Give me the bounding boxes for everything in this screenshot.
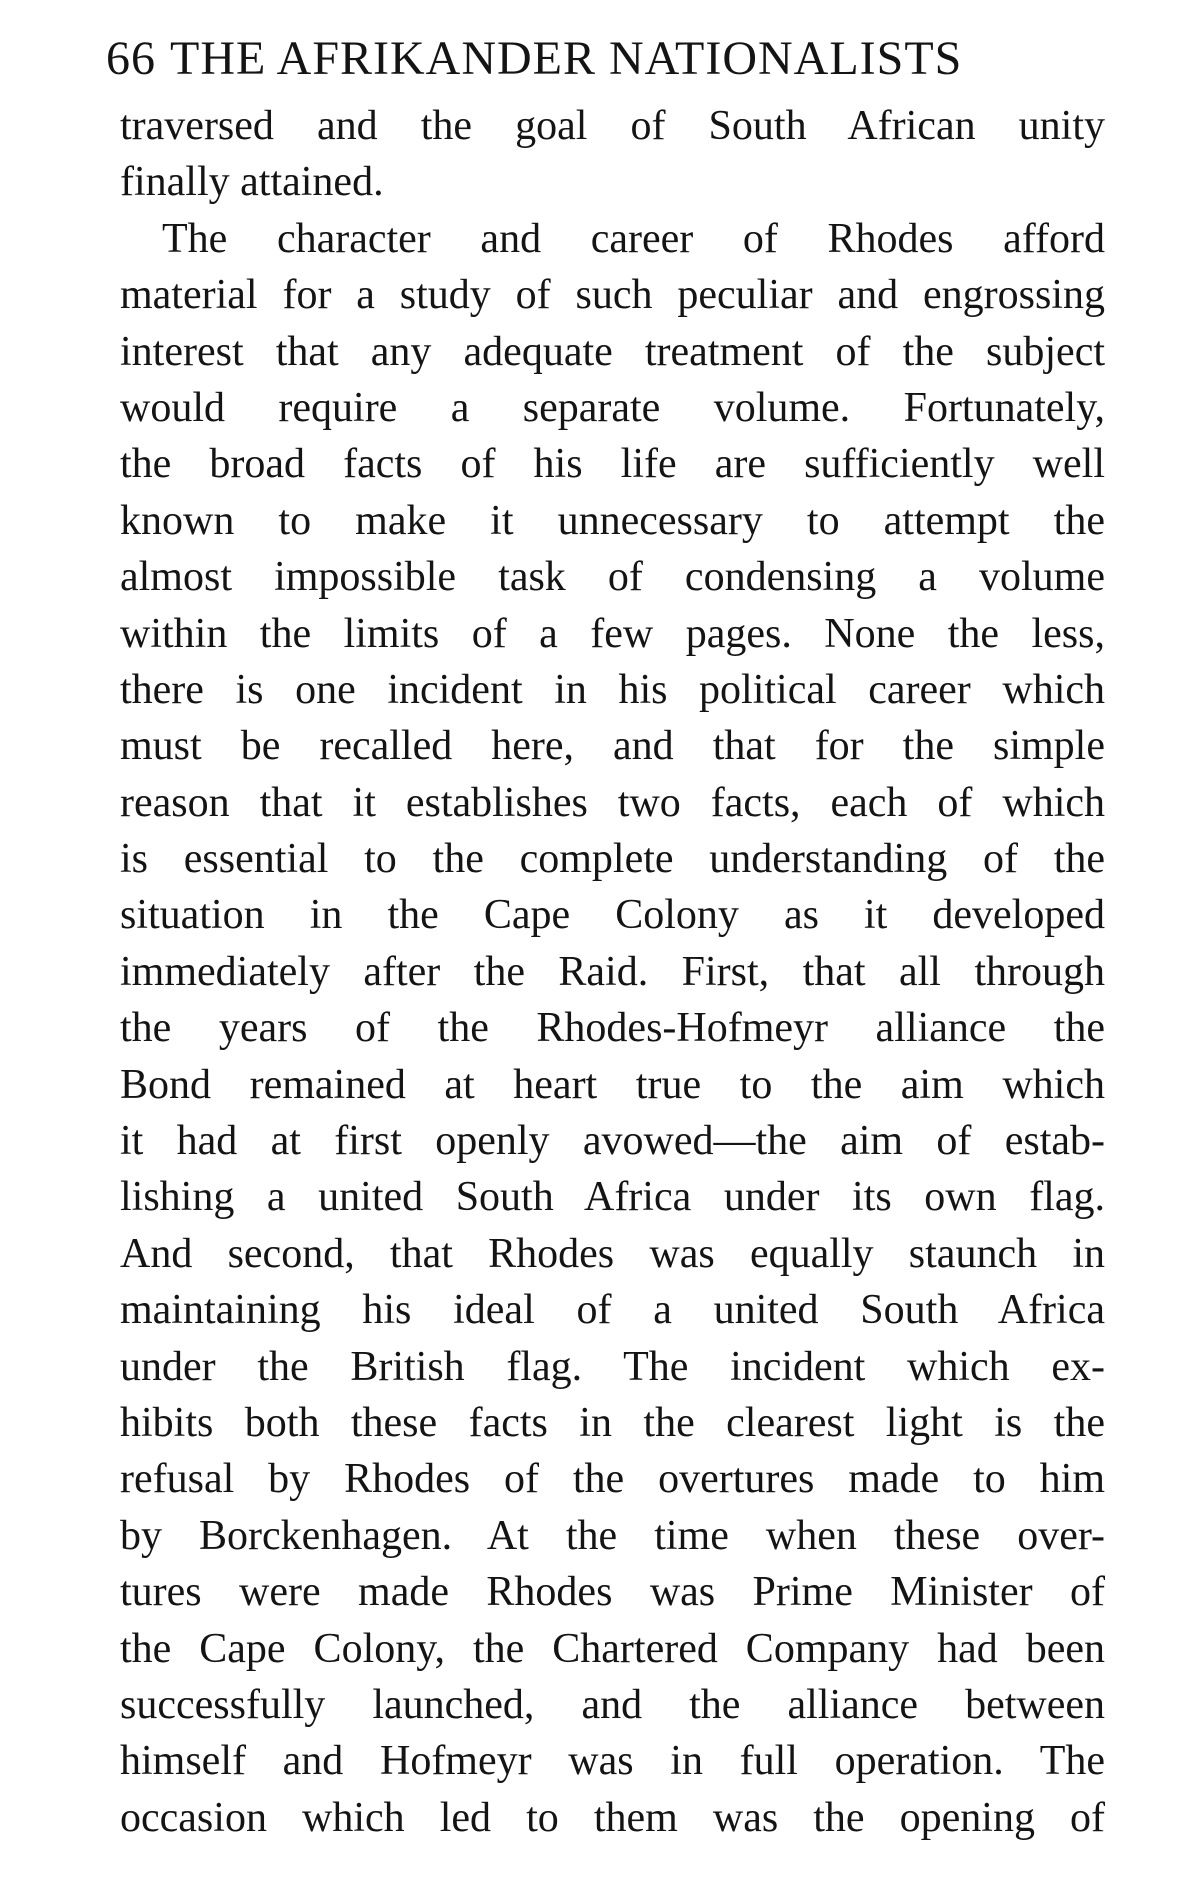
text-line: Bond remained at heart true to the aim which [120,1061,1105,1108]
text-line: the Cape Colony, the Chartered Company had been [120,1625,1105,1672]
page-number: 66 [106,32,156,85]
paragraph-start-line: The character and career of Rhodes afford [162,215,1105,262]
text-line: the years of the Rhodes-Hofmeyr alliance the [120,1005,1105,1052]
text-line: hibits both these facts in the clearest light is the [120,1399,1105,1446]
text-line: known to make it unnecessary to attempt the [120,497,1105,544]
text-line: by Borckenhagen. At the time when these over- [120,1512,1105,1559]
text-line: And second, that Rhodes was equally staunch in [120,1230,1105,1277]
text-line: immediately after the Raid. First, that all through [120,948,1105,995]
text-line: must be recalled here, and that for the simple [120,723,1105,770]
text-line: refusal by Rhodes of the overtures made to him [120,1456,1105,1503]
text-line: is essential to the complete understanding of the [120,836,1105,883]
text-line: reason that it establishes two facts, each of which [120,779,1105,826]
text-line: material for a study of such peculiar and engrossing [120,272,1105,319]
text-line: would require a separate volume. Fortunately, [120,384,1105,431]
text-line: interest that any adequate treatment of the subject [120,328,1105,375]
text-line: tures were made Rhodes was Prime Minister of [120,1569,1105,1616]
text-line: it had at first openly avowed—the aim of estab- [120,1118,1105,1165]
body-text [120,98,1105,1846]
text-line: finally attained. [120,159,384,206]
text-line: maintaining his ideal of a united South Africa [120,1287,1105,1334]
text-line: there is one incident in his political career which [120,666,1105,713]
text-line: himself and Hofmeyr was in full operation. The [120,1738,1105,1785]
running-title: THE AFRIKANDER NATIONALISTS [170,32,963,85]
text-line: lishing a united South Africa under its own flag. [120,1174,1105,1221]
text-line: occasion which led to them was the opening of [120,1794,1105,1841]
text-line: successfully launched, and the alliance between [120,1681,1105,1728]
text-line: the broad facts of his life are sufficiently well [120,441,1105,488]
running-header [106,28,1086,90]
text-line: almost impossible task of condensing a volume [120,554,1105,601]
text-line: traversed and the goal of South African unity [120,103,1105,149]
text-line: within the limits of a few pages. None the less, [120,610,1105,657]
text-line: situation in the Cape Colony as it developed [120,892,1105,939]
text-line: under the British flag. The incident which ex- [120,1343,1105,1390]
